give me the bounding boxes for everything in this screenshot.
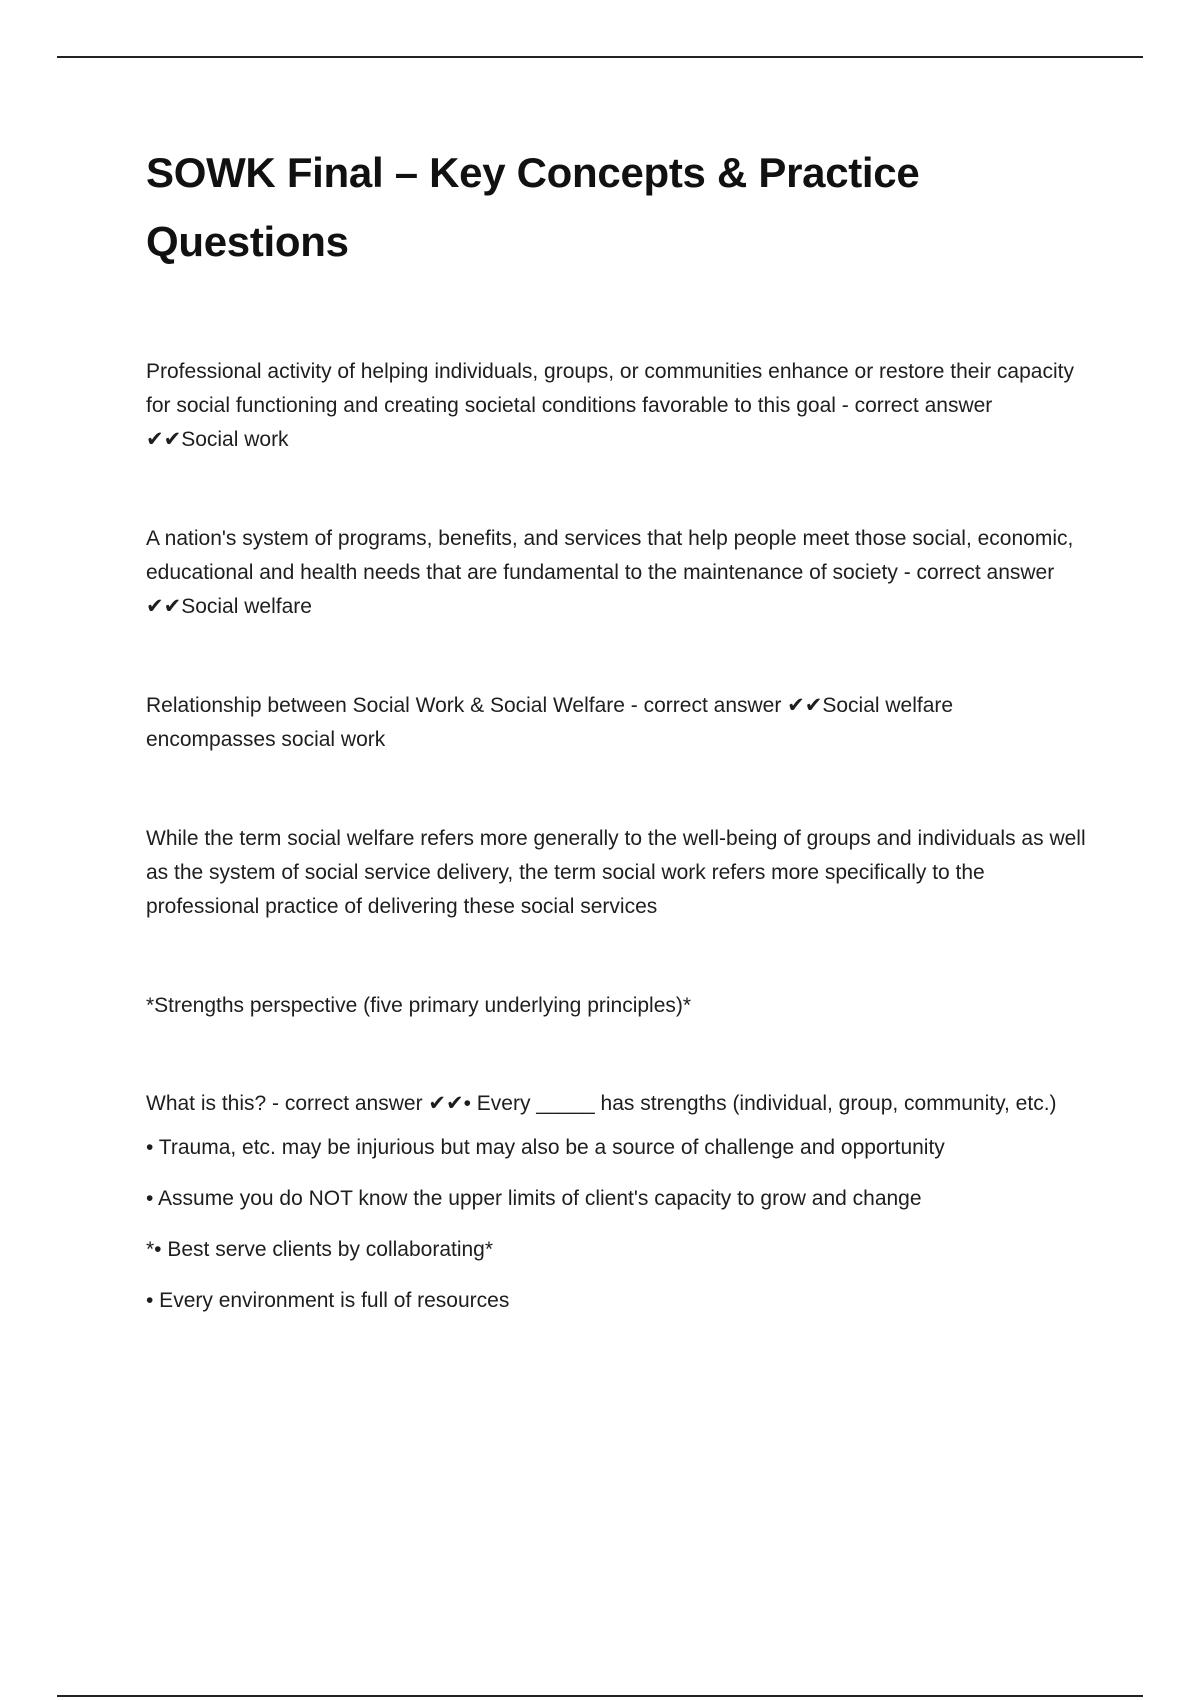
qa-item-strengths: What is this? - correct answer ✔✔• Every _____ has strengths (individual, group, community, etc.) — [146, 1092, 1057, 1115]
document-title: SOWK Final – Key Concepts & Practice Questions — [146, 149, 920, 265]
list-item: • Assume you do NOT know the upper limits of client's capacity to grow and change — [146, 1187, 922, 1210]
qa-item-social-work: Professional activity of helping individuals, groups, or communities enhance or restore their capacity for social functioning and creating societal conditions favorable to this goal - correct answer ✔✔Social work — [146, 360, 1074, 451]
explanation-paragraph: While the term social welfare refers more generally to the well-being of groups and individuals as well as the system of social service delivery, the term social work refers more specifically to the professional practice of delivering these social services — [146, 827, 1086, 918]
section-heading-strengths: *Strengths perspective (five primary underlying principles)* — [146, 994, 692, 1017]
footer-divider — [57, 1695, 1143, 1697]
list-item: • Every environment is full of resources — [146, 1289, 510, 1312]
list-item: *• Best serve clients by collaborating* — [146, 1238, 494, 1261]
header-divider — [57, 56, 1143, 58]
document-body — [146, 138, 1086, 1335]
list-item: • Trauma, etc. may be injurious but may also be a source of challenge and opportunity — [146, 1136, 945, 1159]
qa-item-relationship: Relationship between Social Work & Social Welfare - correct answer ✔✔Social welfare encompasses social work — [146, 694, 954, 751]
principles-list — [146, 1131, 1086, 1318]
qa-item-social-welfare: A nation's system of programs, benefits, and services that help people meet those social, economic, educational and health needs that are fundamental to the maintenance of society - correct answer ✔✔Social welfare — [146, 527, 1074, 618]
